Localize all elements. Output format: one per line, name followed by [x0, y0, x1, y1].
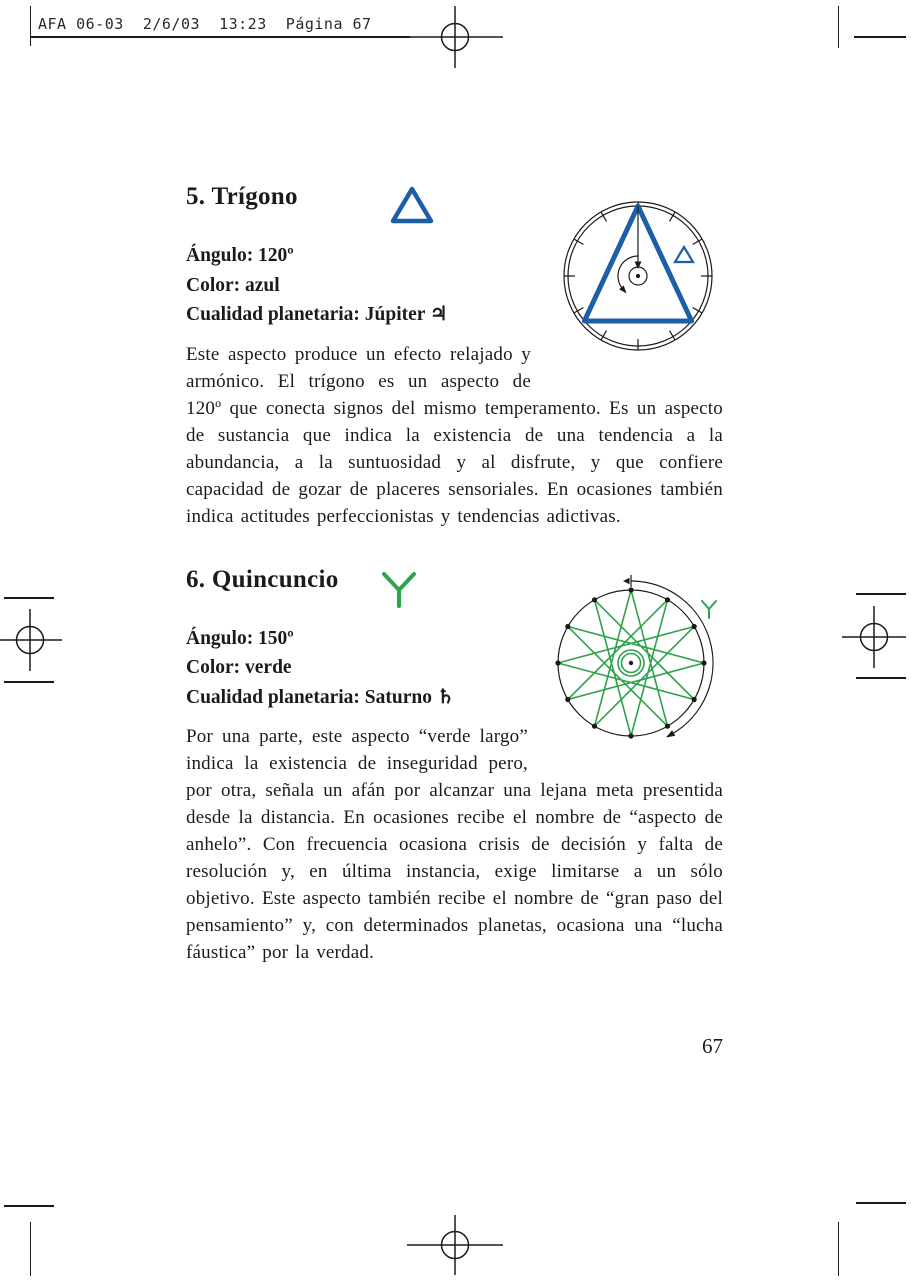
crop-mark — [4, 597, 54, 599]
crop-mark — [838, 6, 840, 48]
crop-mark — [30, 1222, 32, 1276]
section-trigono — [186, 183, 723, 530]
crop-mark — [838, 1222, 840, 1276]
crop-mark — [856, 593, 906, 595]
text-column — [186, 183, 723, 1059]
section-body: Este aspecto produce un efecto relajado y armónico. El trígono es un aspecto de 120º que conecta signos del mismo temperamento. Es un aspecto de sustancia que indica la existencia de una tendencia a la abundancia, a la suntuosidad y al disfrute, y que confiere capacidad de gozar de placeres sensoriales. En ocasiones también indica actitudes perfeccionistas y tendencias adictivas. — [186, 343, 723, 527]
angle-label: Ángulo: 150º — [186, 627, 294, 649]
quincunx-aspect-wheel — [543, 571, 723, 751]
crop-mark — [4, 1205, 54, 1207]
crop-mark — [30, 6, 32, 46]
crop-mark — [854, 36, 906, 38]
planetary-quality-label: Cualidad planetaria: Saturno ♄ — [186, 686, 455, 708]
section-quincuncio — [186, 566, 723, 967]
section-title — [186, 566, 528, 608]
section-title — [186, 183, 531, 225]
crop-mark — [30, 36, 410, 38]
registration-mark — [407, 6, 503, 68]
section-title-text: 5. Trígono — [186, 183, 298, 210]
registration-mark — [842, 606, 906, 668]
crop-mark — [856, 1202, 906, 1204]
crop-mark — [4, 681, 54, 683]
registration-mark — [0, 609, 62, 671]
color-label: Color: azul — [186, 274, 280, 296]
trine-icon — [390, 185, 434, 225]
registration-mark — [407, 1215, 503, 1275]
prepress-slug: AFA 06-03 2/6/03 13:23 Página 67 — [38, 15, 372, 33]
section-body: Por una parte, este aspecto “verde largo” indica la existencia de inseguridad pero, por otra, señala un afán por alcanzar una lejana meta presentida desde la distancia. En ocasiones recibe el nombre de “aspecto de anhelo”. Con frecuencia ocasiona crisis de decisión y falta de resolución y, en última instancia, exige limitarse a un sólo objetivo. Este aspecto también recibe el nombre de “gran paso del pensamiento” y, con determinados planetas, ocasiona una “lucha fáustica” por la verdad. — [186, 726, 723, 963]
trine-aspect-wheel — [553, 201, 723, 351]
quincunx-icon — [379, 568, 419, 608]
page-number: 67 — [702, 1034, 723, 1058]
angle-label: Ángulo: 120º — [186, 245, 294, 266]
crop-mark — [856, 677, 906, 679]
planetary-quality-label: Cualidad planetaria: Júpiter ♃ — [186, 304, 448, 325]
section-title-text: 6. Quincuncio — [186, 565, 339, 593]
color-label: Color: verde — [186, 657, 292, 678]
